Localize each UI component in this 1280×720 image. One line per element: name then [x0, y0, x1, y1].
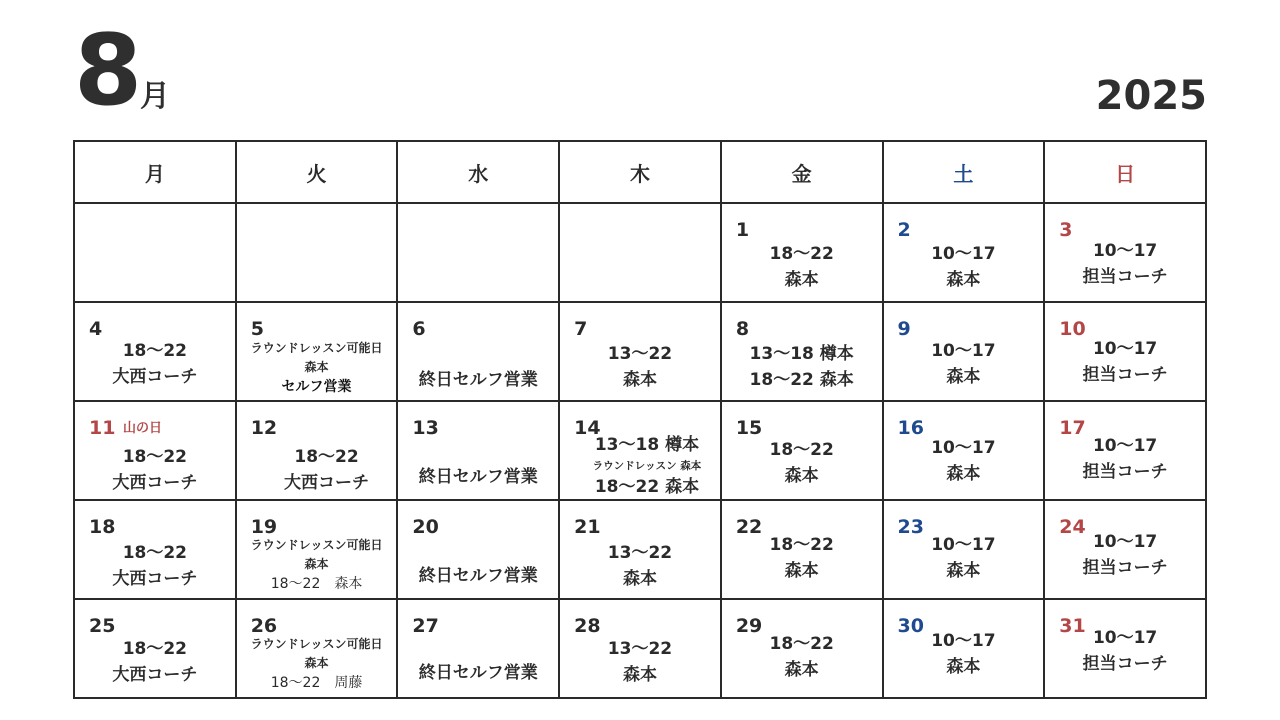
week-row-2	[74, 302, 1206, 401]
week-row-1	[74, 203, 1206, 302]
day-number: 19	[250, 516, 278, 538]
day-cell-26[interactable]	[236, 599, 398, 698]
day-number: 10	[1059, 318, 1086, 340]
schedule-coach: 森本	[946, 367, 981, 387]
day-number: 2	[897, 219, 911, 241]
month-number: 8	[74, 14, 143, 128]
schedule-coach: 大西コーチ	[112, 665, 198, 685]
round-lesson-note: ラウンドレッスン可能日	[250, 341, 383, 355]
day-number: 23	[897, 516, 924, 538]
day-number: 27	[412, 615, 439, 637]
schedule-coach: 森本	[946, 464, 981, 484]
day-number: 18	[89, 516, 116, 538]
day-number: 11	[89, 417, 116, 439]
empty-cell	[559, 203, 721, 302]
day-cell-11[interactable]	[74, 401, 236, 500]
schedule-coach: 大西コーチ	[112, 473, 198, 493]
day-number: 6	[412, 318, 426, 340]
schedule-coach: 大西コーチ	[112, 367, 198, 387]
schedule-time: 18～22	[122, 341, 188, 361]
year-label: 2025	[1095, 73, 1207, 119]
weekday-sat: 土	[883, 141, 1045, 203]
schedule-time: 13～22	[607, 344, 673, 364]
schedule-coach: 森本	[946, 561, 981, 581]
day-cell-12[interactable]	[236, 401, 398, 500]
schedule-coach: 森本	[946, 657, 981, 677]
calendar-grid	[73, 140, 1207, 699]
day-cell-19[interactable]	[236, 500, 398, 599]
day-cell-27[interactable]	[397, 599, 559, 698]
self-service-note: セルフ営業	[281, 379, 352, 395]
round-lesson-note: ラウンドレッスン可能日	[250, 637, 383, 651]
day-number: 1	[735, 219, 750, 241]
week-row-4	[74, 500, 1206, 599]
schedule-time: 18～22	[769, 535, 834, 555]
schedule-coach: 担当コーチ	[1082, 267, 1168, 287]
round-lesson-note: ラウンドレッスン 森本	[592, 460, 702, 472]
day-cell-25[interactable]	[74, 599, 236, 698]
day-cell-15[interactable]	[721, 401, 883, 500]
day-cell-13[interactable]	[397, 401, 559, 500]
day-number: 21	[574, 516, 601, 538]
day-number: 8	[735, 318, 750, 340]
day-cell-10[interactable]	[1044, 302, 1206, 401]
day-number: 30	[897, 615, 924, 637]
schedule-time: 18～22	[769, 634, 834, 654]
day-cell-2[interactable]	[883, 203, 1045, 302]
day-cell-28[interactable]	[559, 599, 721, 698]
day-cell-17[interactable]	[1044, 401, 1206, 500]
empty-cell	[74, 203, 236, 302]
week-row-5	[74, 599, 1206, 698]
schedule-slot-2: 18～22 森本	[594, 477, 700, 497]
weekday-header-row	[74, 141, 1206, 203]
day-number: 5	[250, 318, 264, 340]
schedule-time: 10～17	[931, 631, 996, 651]
empty-cell	[397, 203, 559, 302]
day-number: 16	[897, 417, 924, 439]
day-number: 29	[735, 615, 763, 637]
schedule-time: 10～17	[1092, 241, 1158, 261]
schedule-coach: 大西コーチ	[112, 569, 198, 589]
day-number: 25	[89, 615, 116, 637]
schedule-time: 10～17	[931, 341, 996, 361]
schedule-time: 18～22	[769, 244, 834, 264]
schedule-time: 10～17	[931, 438, 996, 458]
day-number: 15	[735, 417, 763, 439]
day-cell-18[interactable]	[74, 500, 236, 599]
schedule-time: 18～22	[122, 639, 188, 659]
day-cell-4[interactable]	[74, 302, 236, 401]
day-number: 17	[1059, 417, 1086, 439]
schedule-time: 10～17	[1092, 436, 1158, 456]
schedule-coach: 森本	[304, 360, 329, 374]
day-cell-8[interactable]	[721, 302, 883, 401]
schedule-coach: 担当コーチ	[1082, 462, 1168, 482]
day-cell-21[interactable]	[559, 500, 721, 599]
schedule-time: 10～17	[931, 535, 996, 555]
day-number: 12	[250, 417, 278, 439]
empty-cell	[236, 203, 398, 302]
day-number: 4	[89, 318, 103, 340]
day-number: 9	[897, 318, 911, 340]
day-cell-7[interactable]	[559, 302, 721, 401]
weekday-thu: 木	[559, 141, 721, 203]
day-number: 22	[735, 516, 763, 538]
schedule-time: 13～22	[607, 639, 673, 659]
schedule-slot-1: 13～18 樽本	[749, 344, 854, 364]
day-number: 7	[574, 318, 588, 340]
schedule-coach: 森本	[622, 665, 657, 685]
schedule-slot: 18～22 周藤	[270, 675, 363, 691]
day-cell-22[interactable]	[721, 500, 883, 599]
schedule-coach: 担当コーチ	[1082, 558, 1168, 578]
day-cell-3[interactable]	[1044, 203, 1206, 302]
day-number: 13	[412, 417, 439, 439]
schedule-time: 10～17	[1092, 628, 1158, 648]
round-lesson-note: ラウンドレッスン可能日	[250, 538, 383, 552]
schedule-coach: 担当コーチ	[1082, 654, 1168, 674]
day-cell-24[interactable]	[1044, 500, 1206, 599]
schedule-time: 10～17	[1092, 339, 1158, 359]
schedule-coach: 森本	[784, 561, 819, 581]
self-service-all-day: 終日セルフ営業	[418, 663, 538, 683]
schedule-time: 18～22	[769, 440, 834, 460]
schedule-slot-1: 13～18 樽本	[594, 435, 700, 455]
day-cell-30[interactable]	[883, 599, 1045, 698]
weekday-tue: 火	[236, 141, 398, 203]
schedule-time: 18～22	[294, 447, 359, 467]
weekday-mon: 月	[74, 141, 236, 203]
self-service-all-day: 終日セルフ営業	[418, 370, 538, 390]
day-cell-29[interactable]	[721, 599, 883, 698]
schedule-coach: 森本	[946, 270, 981, 290]
day-cell-5[interactable]	[236, 302, 398, 401]
schedule-coach: 森本	[304, 557, 329, 571]
holiday-label: 山の日	[123, 421, 163, 436]
day-number: 3	[1059, 219, 1073, 241]
day-cell-16[interactable]	[883, 401, 1045, 500]
weekday-wed: 水	[397, 141, 559, 203]
self-service-all-day: 終日セルフ営業	[418, 566, 538, 586]
day-cell-9[interactable]	[883, 302, 1045, 401]
schedule-coach: 森本	[304, 656, 329, 670]
day-number: 31	[1059, 615, 1086, 637]
schedule-time: 18～22	[122, 447, 188, 467]
day-number: 28	[574, 615, 601, 637]
schedule-slot-2: 18～22 森本	[749, 370, 854, 390]
schedule-time: 10～17	[1092, 532, 1158, 552]
schedule-coach: 森本	[784, 466, 819, 486]
day-cell-14[interactable]	[559, 401, 721, 500]
day-number: 26	[250, 615, 278, 637]
day-cell-20[interactable]	[397, 500, 559, 599]
day-number: 20	[412, 516, 439, 538]
schedule-time: 13～22	[607, 543, 673, 563]
schedule-coach: 森本	[622, 370, 657, 390]
schedule-time: 10～17	[931, 244, 996, 264]
month-label: 月	[140, 79, 170, 114]
weekday-sun: 日	[1044, 141, 1206, 203]
schedule-coach: 担当コーチ	[1082, 365, 1168, 385]
week-row-3	[74, 401, 1206, 500]
schedule-slot: 18～22 森本	[270, 576, 363, 592]
self-service-all-day: 終日セルフ営業	[418, 467, 538, 487]
day-cell-1[interactable]	[721, 203, 883, 302]
day-cell-31[interactable]	[1044, 599, 1206, 698]
day-number: 14	[574, 417, 601, 439]
schedule-time: 18～22	[122, 543, 188, 563]
day-number: 24	[1059, 516, 1086, 538]
day-cell-23[interactable]	[883, 500, 1045, 599]
day-cell-6[interactable]	[397, 302, 559, 401]
schedule-coach: 森本	[784, 660, 819, 680]
weekday-fri: 金	[721, 141, 883, 203]
schedule-coach: 森本	[784, 270, 819, 290]
schedule-coach: 大西コーチ	[284, 473, 370, 493]
schedule-coach: 森本	[622, 569, 657, 589]
